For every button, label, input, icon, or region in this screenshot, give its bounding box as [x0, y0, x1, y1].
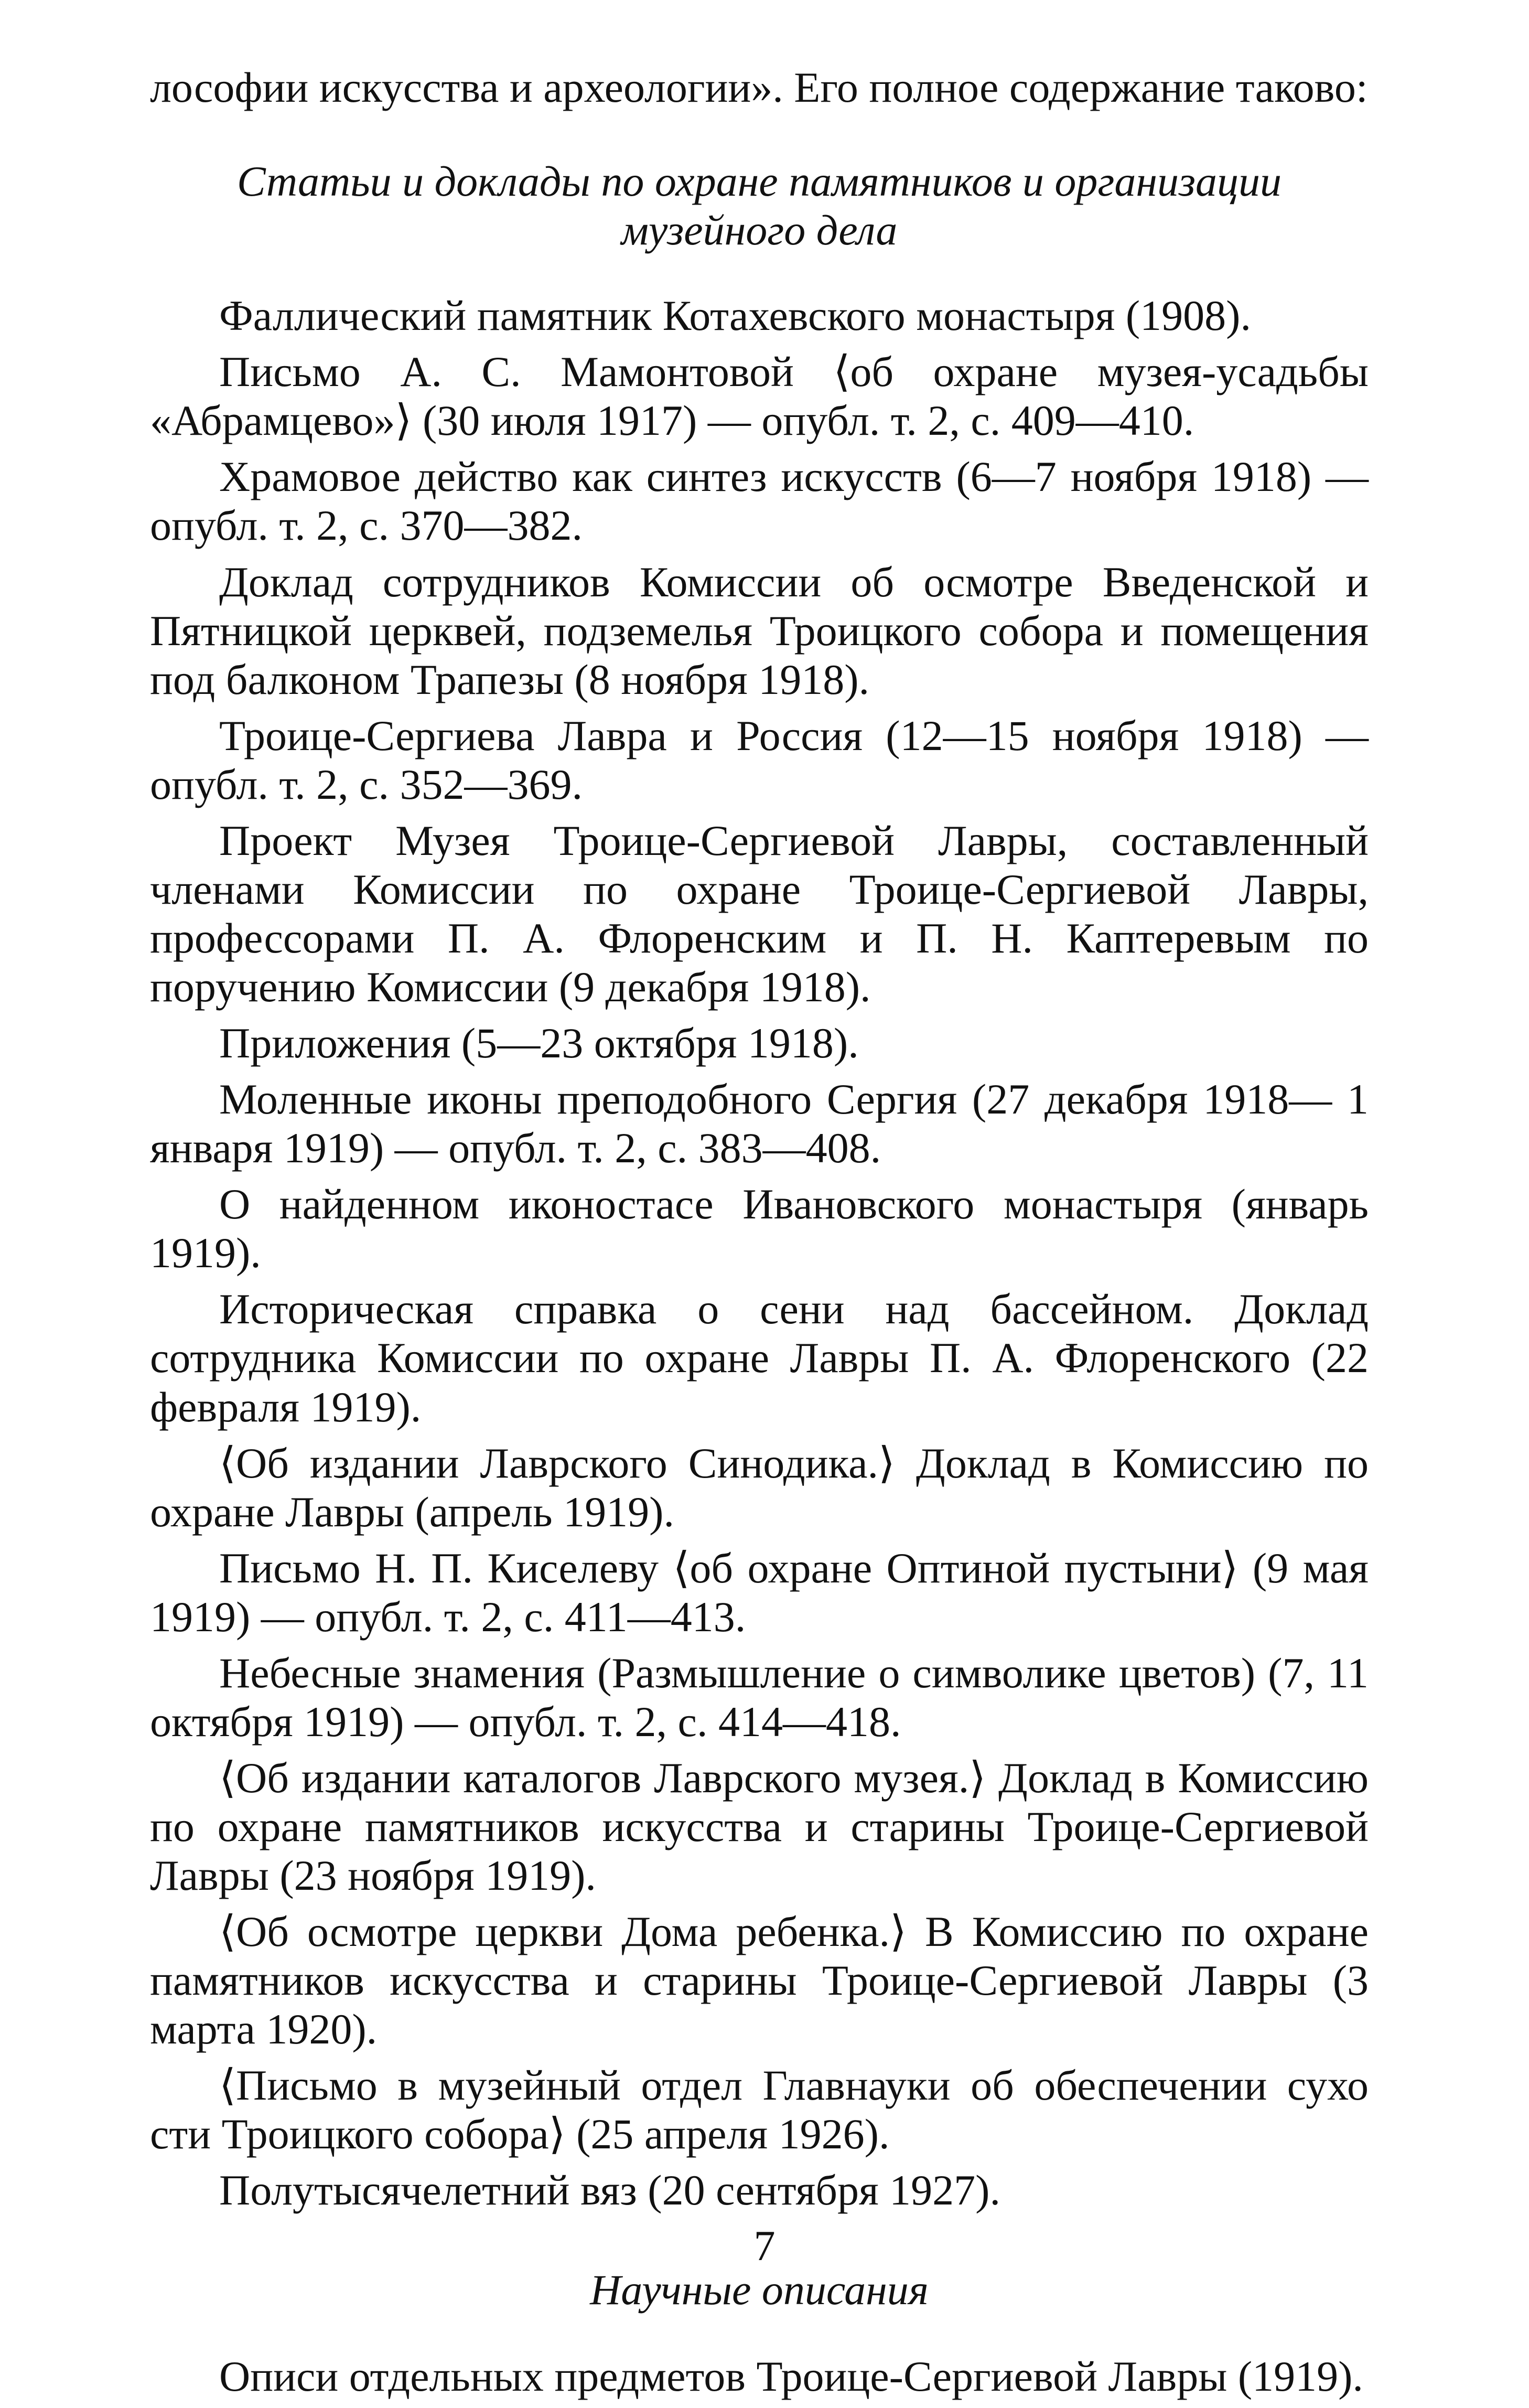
list-item: О найденном иконостасе Ивановского монастыря (январь 1919). — [150, 1180, 1369, 1277]
list-item: ⟨Письмо в музейный отдел Главнауки об обеспечении сухо сти Троицкого собора⟩ (25 апреля 1926). — [150, 2061, 1369, 2158]
list-item: Небесные знамения (Размышление о символике цветов) (7, 11 октября 1919) — опубл. т. 2, с. 414—418. — [150, 1649, 1369, 1746]
list-item: ⟨Об издании Лаврского Синодика.⟩ Доклад в Комиссию по охране Лавры (апрель 1919). — [150, 1439, 1369, 1536]
section-heading-scientific: Научные описания — [590, 2265, 929, 2314]
list-item: Доклад сотрудников Комиссии об осмотре Введенской и Пятницкой церквей, подземелья Троицкого собора и помещения под балконом Трапезы (8 ноября 1918). — [150, 558, 1369, 703]
scientific-list — [150, 2352, 1369, 2401]
list-item: Описи отдельных предметов Троице-Сергиевой Лавры (1919). — [219, 2352, 1363, 2400]
list-item: ⟨Об издании каталогов Лаврского музея.⟩ Доклад в Комиссию по охране памятников искусства и старины Троице-Сергиевой Лавры (23 ноября 1919). — [150, 1753, 1369, 1900]
list-item: Полутысячелетний вяз (20 сентября 1927). — [219, 2166, 1000, 2214]
list-item: Фаллический памятник Котахевского монастыря (1908). — [219, 292, 1251, 340]
articles-list — [150, 291, 1369, 2214]
section-heading-articles: Статьи и доклады по охране памятников и организации музейного дела — [236, 157, 1282, 254]
list-item: Храмовое действо как синтез искусств (6—7 ноября 1918) — опубл. т. 2, с. 370—382. — [150, 453, 1369, 550]
list-item: ⟨Об осмотре церкви Дома ребенка.⟩ В Комиссию по охране памятников искусства и старины Троице-Сергиевой Лавры (3 марта 1920). — [150, 1908, 1369, 2053]
list-item: Троице-Сергиева Лавра и Россия (12—15 ноября 1918) — опубл. т. 2, с. 352—369. — [150, 711, 1369, 808]
list-item: Письмо Н. П. Киселеву ⟨об охране Оптиной пустыни⟩ (9 мая 1919) — опубл. т. 2, с. 411—413. — [150, 1544, 1369, 1641]
list-item: Приложения (5—23 октября 1918). — [219, 1019, 859, 1067]
list-item: Письмо А. С. Мамонтовой ⟨об охране музея-усадьбы «Абрамцево»⟩ (30 июля 1917) — опубл. т. 2, с. 409—410. — [150, 348, 1369, 445]
list-item: Моленные иконы преподобного Сергия (27 декабря 1918— 1 января 1919) — опубл. т. 2, с. 383—408. — [150, 1075, 1369, 1172]
list-item: Историческая справка о сени над бассейном. Доклад сотрудника Комиссии по охране Лавры П. А. Флоренского (22 февраля 1919). — [150, 1285, 1369, 1431]
document-page — [150, 63, 1369, 2408]
list-item: Проект Музея Троице-Сергиевой Лавры, составленный членами Комиссии по охране Троице-Сергиевой Лавры, профессорами П. А. Флоренским и П. Н. Каптеревым по поручению Комиссии (9 декабря 1918). — [150, 816, 1369, 1011]
page-number: 7 — [753, 2222, 776, 2270]
intro-paragraph: лософии искусства и археологии». Его полное содержание таково: — [150, 63, 1368, 111]
